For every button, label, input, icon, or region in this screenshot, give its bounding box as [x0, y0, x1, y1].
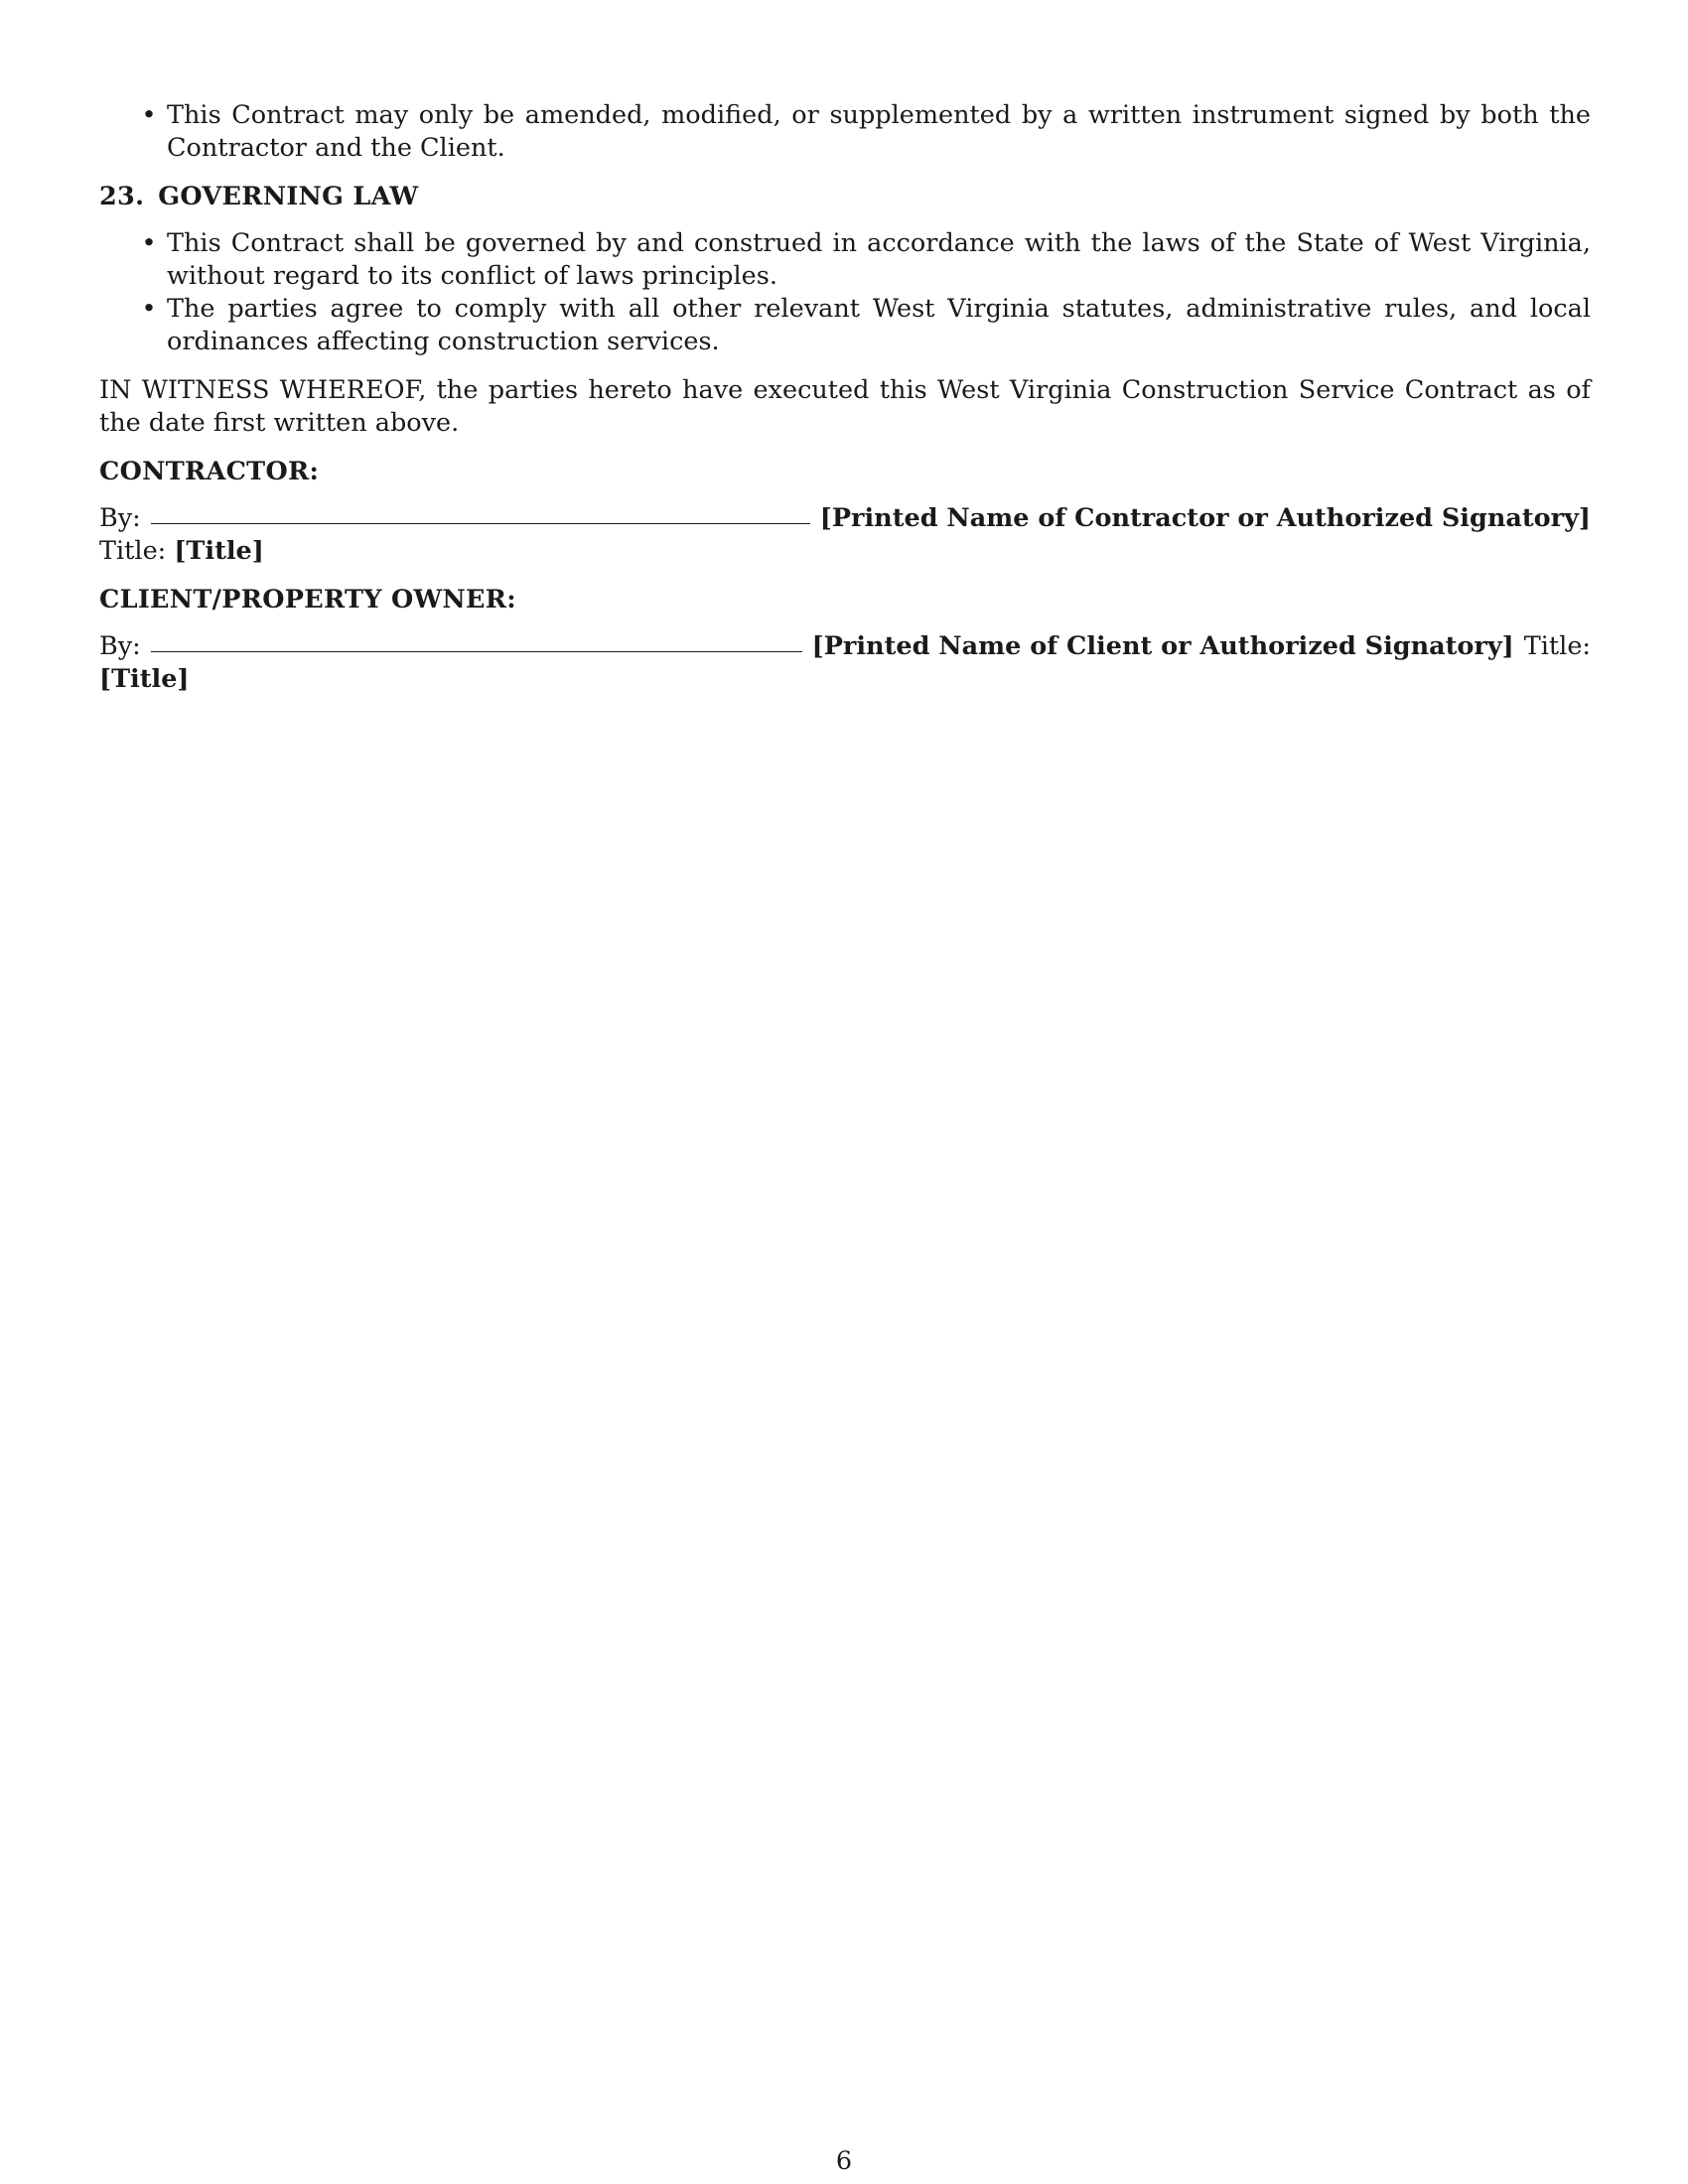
amendment-list: [99, 99, 1591, 165]
title-label: Title:: [1523, 631, 1591, 661]
by-label: By:: [99, 503, 141, 533]
client-title-value: [Title]: [99, 664, 190, 694]
section-23-heading: [99, 181, 1591, 213]
bullet-icon: •: [141, 100, 157, 130]
signature-field[interactable]: [151, 629, 802, 652]
client-title-line: [99, 663, 1591, 696]
section-title: GOVERNING LAW: [158, 182, 419, 211]
by-label: By:: [99, 631, 141, 661]
section-number: 23.: [99, 182, 145, 211]
list-item: [99, 99, 1591, 165]
client-printed-name: [Printed Name of Client or Authorized Signatory]: [811, 631, 1514, 661]
contractor-title-value: [Title]: [174, 536, 264, 566]
list-item: [99, 293, 1591, 358]
bullet-icon: •: [141, 294, 157, 324]
contractor-heading: CONTRACTOR:: [99, 457, 320, 486]
witness-paragraph: IN WITNESS WHEREOF, the parties hereto have executed this West Virginia Construction Service Contract as of the date first written above.: [99, 375, 1591, 438]
governing-law-list: [99, 227, 1591, 358]
client-heading: CLIENT/PROPERTY OWNER:: [99, 585, 516, 614]
amendment-text: This Contract may only be amended, modified, or supplemented by a written instrument signed by both the Contractor and the Client.: [167, 100, 1591, 163]
document-page: [99, 99, 1591, 696]
contractor-printed-name: [Printed Name of Contractor or Authorized Signatory]: [819, 503, 1591, 533]
contractor-signature-line: [99, 502, 1591, 535]
page-number: 6: [835, 2146, 853, 2176]
client-signature-line: [99, 630, 1591, 663]
governing-law-text: This Contract shall be governed by and construed in accordance with the laws of the State of West Virginia, without regard to its conflict of laws principles.: [167, 228, 1591, 291]
bullet-icon: •: [141, 228, 157, 258]
title-label: Title:: [99, 536, 167, 566]
list-item: [99, 227, 1591, 293]
compliance-text: The parties agree to comply with all other relevant West Virginia statutes, administrative rules, and local ordinances affecting construction services.: [167, 294, 1591, 356]
signature-field[interactable]: [151, 501, 810, 524]
contractor-title-line: [99, 535, 1591, 568]
